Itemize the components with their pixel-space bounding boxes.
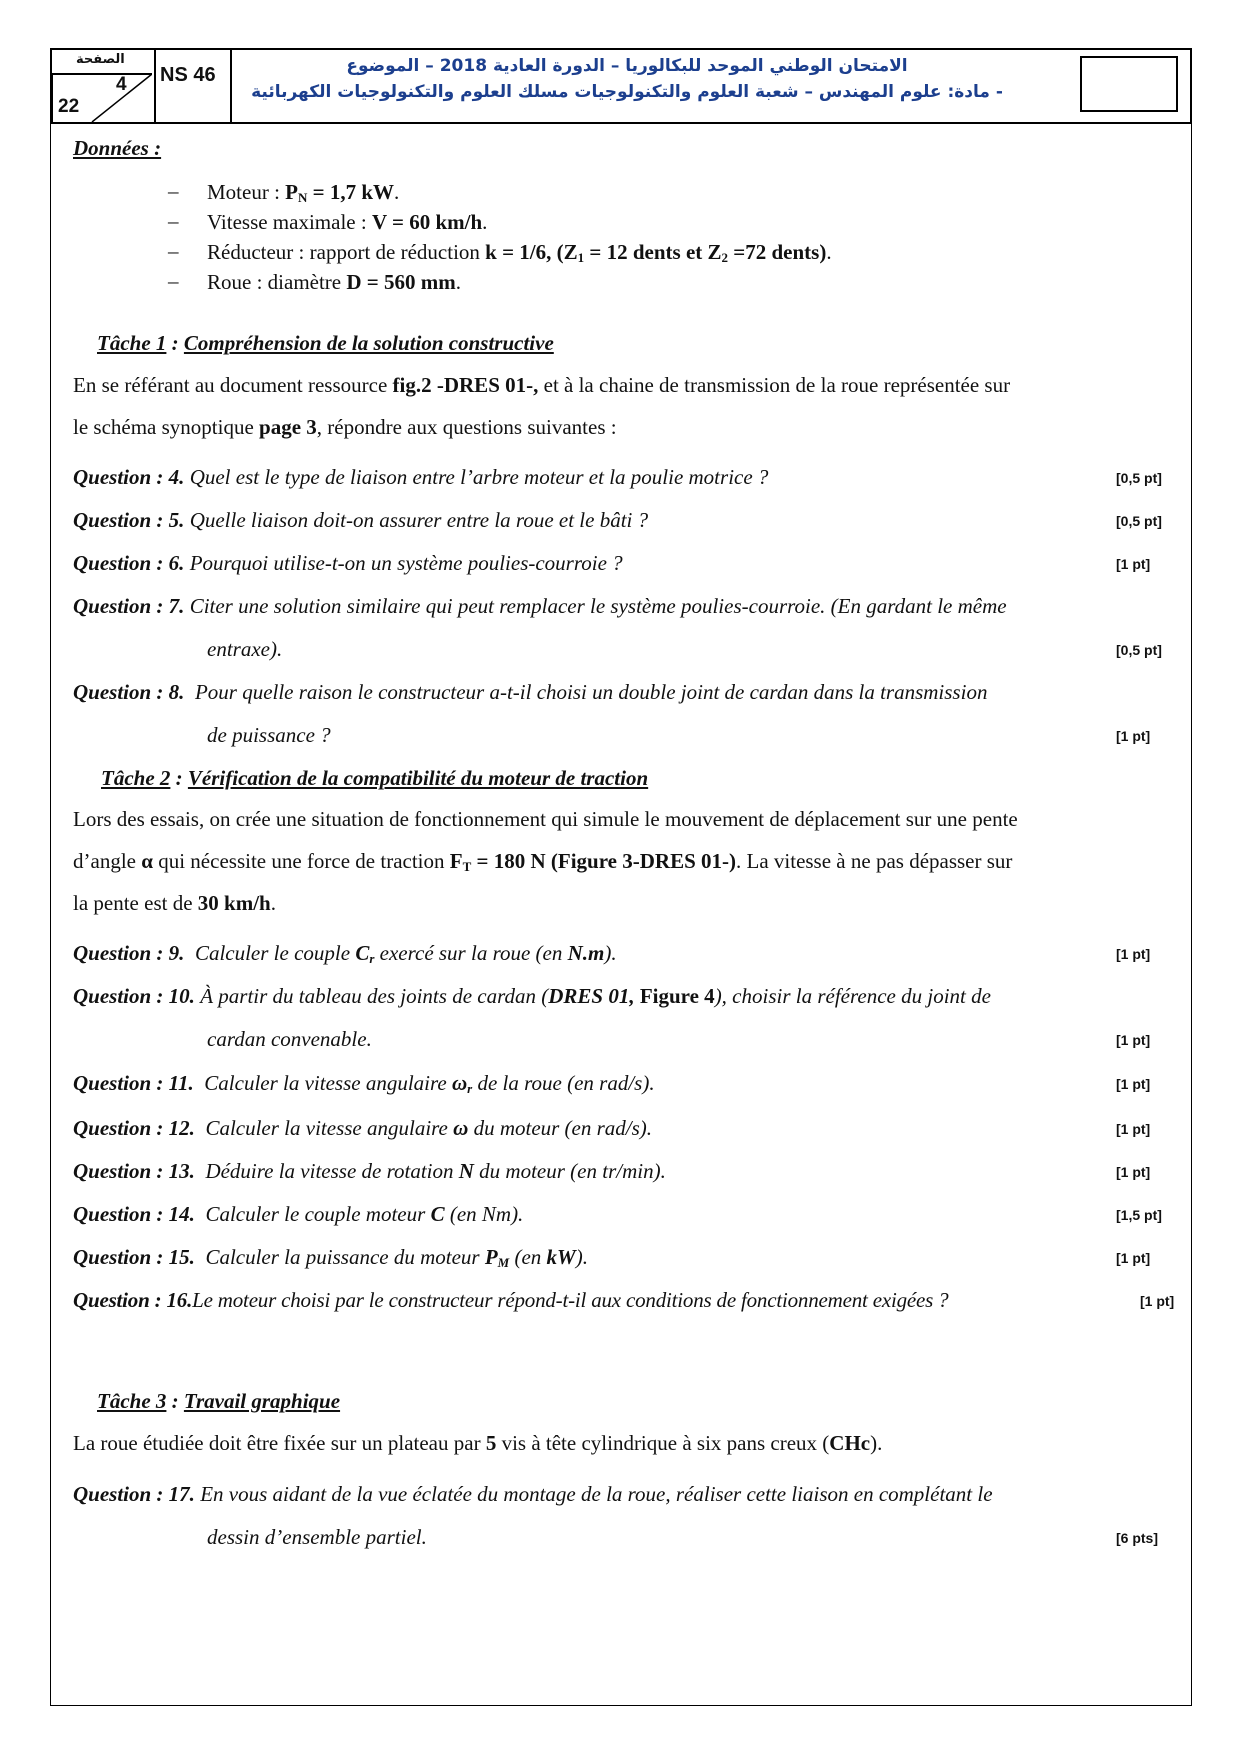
question-7-cont: entraxe). [207,637,283,661]
question-14: Question : 14. Calculer le couple moteur C (en Nm). [73,1202,524,1226]
question-4-points: [0,5 pt] [1116,470,1162,486]
question-6-points: [1 pt] [1116,556,1151,572]
question-15-points: [1 pt] [1116,1250,1151,1266]
tache2-heading: Tâche 2 : Vérification de la compatibilité du moteur de traction [101,766,649,790]
tache2-p-line2: d’angle α qui nécessite une force de traction $F_T = 180$ N (Figure 3-DRES 01-). La vitesse à ne pas dépasser sur [73,849,1013,874]
bullet-dash: – [168,209,179,233]
exam-title [232,50,1022,122]
donnee-moteur: Moteur : $P_N = 1,7$ kW. [207,180,400,205]
blank-box [1080,56,1178,112]
exam-title-line2: - مادة: علوم المهندس – شعبة العلوم والتكنولوجيات مسلك العلوم والتكنولوجيات الكهربائية [251,82,1003,102]
tache1-heading: Tâche 1 : Compréhension de la solution constructive [97,331,554,355]
question-17-cont: dessin d’ensemble partiel. [207,1525,427,1549]
tache3-heading: Tâche 3 : Travail graphique [97,1389,341,1413]
exam-code: NS 46 [154,50,232,122]
question-5: Question : 5. Quelle liaison doit-on assurer entre la roue et le bâti ? [73,508,649,532]
donnee-roue: Roue : diamètre D = 560 mm. [207,270,461,294]
question-5-points: [0,5 pt] [1116,513,1162,529]
page-total: 22 [58,96,80,117]
question-17: Question : 17. En vous aidant de la vue éclatée du montage de la roue, réaliser cette liaison en complétant le [73,1482,993,1506]
donnee-vitesse: Vitesse maximale : V = 60 km/h. [207,210,488,234]
donnee-reducteur: Réducteur : rapport de réduction k = 1/6, ($Z_1 = 12$ dents et $Z_2 =72$ dents). [207,240,832,265]
bullet-dash: – [168,269,179,293]
question-12-points: [1 pt] [1116,1121,1151,1137]
exam-header [50,48,1192,124]
question-13-points: [1 pt] [1116,1164,1151,1180]
question-7: Question : 7. Citer une solution similaire qui peut remplacer le système poulies-courroie. (En gardant le même [73,594,1007,618]
tache3-p-line1: La roue étudiée doit être fixée sur un plateau par 5 vis à tête cylindrique à six pans creux (CHc). [73,1431,883,1455]
question-6: Question : 6. Pourquoi utilise-t-on un système poulies-courroie ? [73,551,623,575]
question-11-points: [1 pt] [1116,1076,1151,1092]
question-8: Question : 8. Pour quelle raison le constructeur a-t-il choisi un double joint de cardan dans la transmission [73,680,988,704]
question-4: Question : 4. Quel est le type de liaison entre l’arbre moteur et la poulie motrice ? [73,465,769,489]
question-9-points: [1 pt] [1116,946,1151,962]
donnees-title: Données : [73,136,162,160]
question-10-points: [1 pt] [1116,1032,1151,1048]
tache2-p-line1: Lors des essais, on crée une situation de fonctionnement qui simule le mouvement de déplacement sur une pente [73,807,1018,831]
bullet-dash: – [168,239,179,263]
tache2-p-line3: la pente est de 30 km/h. [73,891,276,915]
question-15: Question : 15. Calculer la puissance du moteur $P_M$ (en kW). [73,1245,588,1270]
question-8-cont: de puissance ? [207,723,331,747]
question-9: Question : 9. Calculer le couple $C_r$ exercé sur la roue (en N.m). [73,941,617,966]
question-12: Question : 12. Calculer la vitesse angulaire ω du moteur (en rad/s). [73,1116,653,1140]
question-10-cont: cardan convenable. [207,1027,372,1051]
tache1-intro-line2: le schéma synoptique page 3, répondre aux questions suivantes : [73,415,617,439]
question-11: Question : 11. Calculer la vitesse angulaire $\omega_r$ de la roue (en rad/s). [73,1071,655,1096]
question-7-points: [0,5 pt] [1116,642,1162,658]
question-14-points: [1,5 pt] [1116,1207,1162,1223]
question-8-points: [1 pt] [1116,728,1151,744]
question-10: Question : 10. À partir du tableau des joints de cardan (DRES 01, Figure 4), choisir la référence du joint de [73,984,991,1008]
question-16: Question : 16.Le moteur choisi par le constructeur répond-t-il aux conditions de fonctionnement exigées ? [73,1288,949,1312]
question-13: Question : 13. Déduire la vitesse de rotation N du moteur (en tr/min). [73,1159,666,1183]
tache1-intro-line1: En se référant au document ressource fig.2 -DRES 01-, et à la chaine de transmission de la roue représentée sur [73,373,1011,397]
question-17-points: [6 pts] [1116,1530,1158,1546]
exam-title-line1: الامتحان الوطني الموحد للبكالوريا – الدورة العادية 2018 – الموضوع [346,56,908,76]
page-label: الصفحة [76,52,125,67]
bullet-dash: – [168,179,179,203]
question-16-points: [1 pt] [1140,1293,1175,1309]
page-number: 4 [116,74,127,95]
page-number-box [52,50,156,122]
